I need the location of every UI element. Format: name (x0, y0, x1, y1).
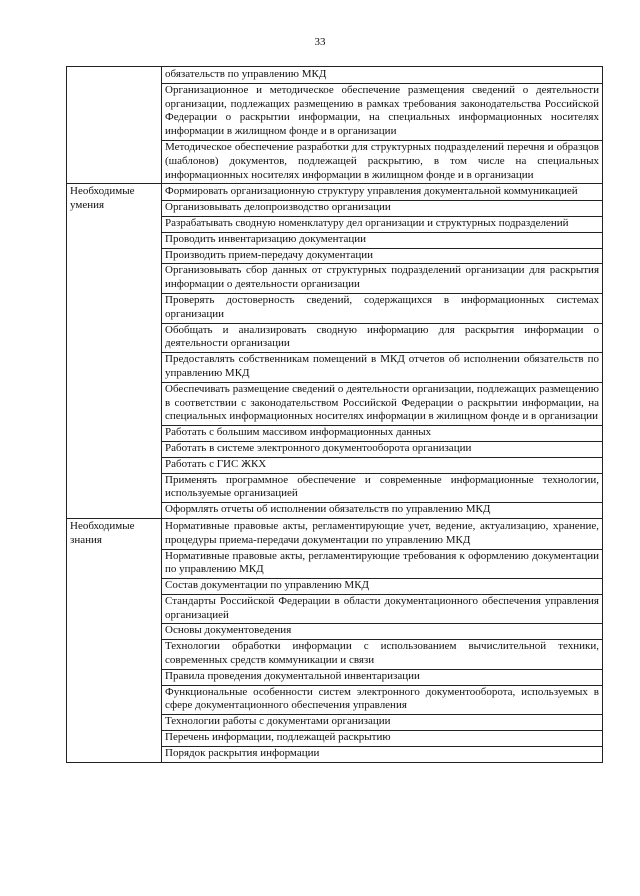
section-item: Организационное и методическое обеспечение размещения сведений о деятельности организации, подлежащих размещению в рамках требования законодательства Российской Федерации о раскрытии информации, на специальных информационных носителях информации в жилищном фонде и в организации (162, 83, 603, 140)
section-item: Производить прием-передачу документации (162, 248, 603, 264)
section-item: Технологии работы с документами организации (162, 715, 603, 731)
competency-table-body (67, 67, 603, 763)
section-item: Проводить инвентаризацию документации (162, 232, 603, 248)
section-item: Нормативные правовые акты, регламентирующие учет, ведение, актуализацию, хранение, процедуры приема-передачи документации по управлению МКД (162, 518, 603, 549)
section-item: Разрабатывать сводную номенклатуру дел организации и структурных подразделений (162, 216, 603, 232)
page-number: 33 (314, 36, 326, 48)
table-row (67, 518, 603, 549)
section-item: Работать с ГИС ЖКХ (162, 457, 603, 473)
section-item: Организовывать делопроизводство организации (162, 201, 603, 217)
section-item: Обобщать и анализировать сводную информацию для раскрытия информации о деятельности организации (162, 323, 603, 353)
table-row (67, 184, 603, 201)
section-label: Необходимые умения (67, 184, 162, 519)
section-item: Основы документоведения (162, 624, 603, 640)
section-item: Оформлять отчеты об исполнении обязательств по управлению МКД (162, 503, 603, 519)
section-item: Работать с большим массивом информационных данных (162, 426, 603, 442)
section-item: Формировать организационную структуру управления документальной коммуникацией (162, 184, 603, 201)
competency-table (66, 66, 603, 763)
section-item: Работать в системе электронного документооборота организации (162, 441, 603, 457)
section-label (67, 67, 162, 184)
table-row (67, 67, 603, 84)
section-item: Стандарты Российской Федерации в области документационного обеспечения управления организацией (162, 594, 603, 624)
section-item: Проверять достоверность сведений, содержащихся в информационных системах организации (162, 293, 603, 323)
section-item: Методическое обеспечение разработки для структурных подразделений перечня и образцов (шаблонов) документов, подлежащей раскрытию, в том числе на специальных информационных носителях информации в жилищном фонде и в организации (162, 140, 603, 183)
section-item: Технологии обработки информации с использованием вычислительной техники, современных средств коммуникации и связи (162, 640, 603, 670)
section-item: Обеспечивать размещение сведений о деятельности организации, подлежащих размещению в соответствии с законодательством Российской Федерации о раскрытии информации, на специальных информационных носителях информации в жилищном фонде и в организации (162, 382, 603, 425)
section-item: Порядок раскрытия информации (162, 746, 603, 762)
section-item: Применять программное обеспечение и современные информационные технологии, используемые организацией (162, 473, 603, 503)
section-item: Состав документации по управлению МКД (162, 579, 603, 595)
section-item: Правила проведения документальной инвентаризации (162, 669, 603, 685)
section-label: Необходимые знания (67, 518, 162, 762)
section-item: Функциональные особенности систем электронного документооборота, используемых в сфере документационного обеспечения управления (162, 685, 603, 715)
section-item: обязательств по управлению МКД (162, 67, 603, 84)
section-item: Организовывать сбор данных от структурных подразделений организации для раскрытия информации о деятельности организации (162, 264, 603, 294)
section-item: Предоставлять собственникам помещений в МКД отчетов об исполнении обязательств по управлению МКД (162, 353, 603, 383)
section-item: Нормативные правовые акты, регламентирующие требования к оформлению документации по управлению МКД (162, 549, 603, 579)
section-item: Перечень информации, подлежащей раскрытию (162, 731, 603, 747)
